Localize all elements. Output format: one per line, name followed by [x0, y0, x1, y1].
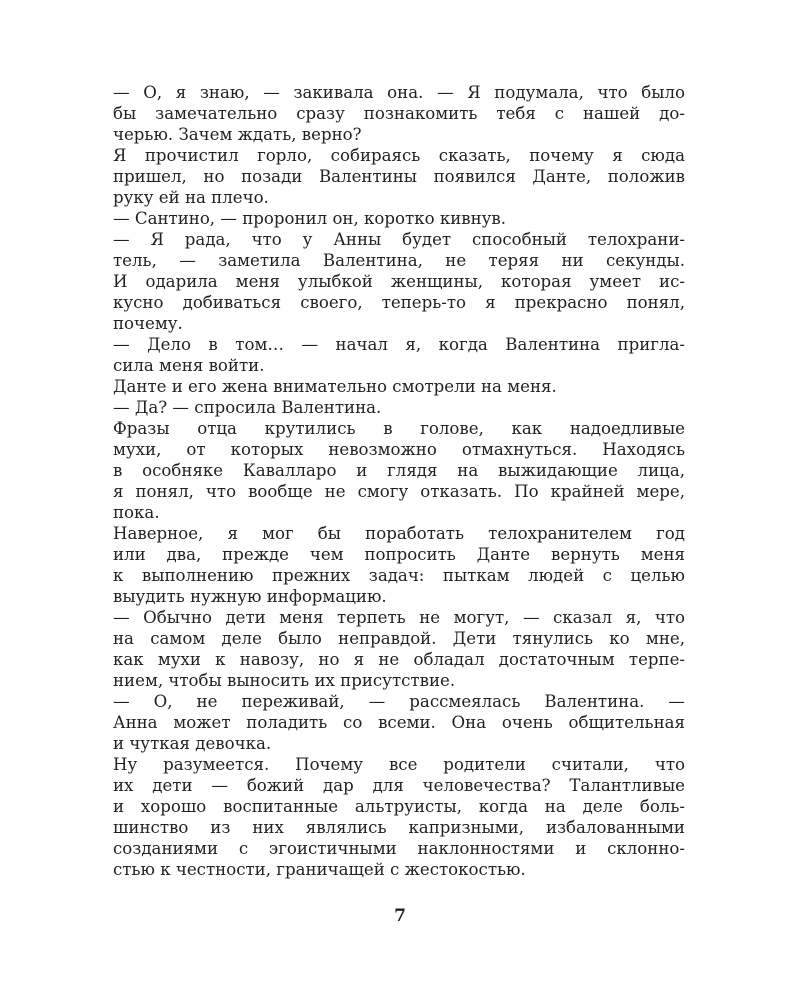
text-line: Данте и его жена внимательно смотрели на меня.	[113, 377, 557, 396]
text-line: — Сантино, — проронил он, коротко кивнув.	[113, 209, 507, 228]
page-number: 7	[394, 906, 406, 926]
text-line: — Да? — спросила Валентина.	[113, 398, 382, 417]
body-text	[113, 82, 685, 880]
text-line: сила меня войти.	[113, 356, 265, 375]
text-line: Я прочистил горло, собираясь сказать, почему я сюда	[113, 146, 685, 165]
text-line: мухи, от которых невозможно отмахнуться. Находясь	[113, 440, 685, 459]
text-line: выудить нужную информацию.	[113, 587, 387, 606]
text-line: — Я рада, что у Анны будет способный телохрани-	[113, 230, 685, 249]
text-line: черью. Зачем ждать, верно?	[113, 125, 362, 144]
text-line: я понял, что вообще не смогу отказать. По крайней мере,	[113, 482, 685, 501]
text-line: их дети — божий дар для человечества? Талантливые	[113, 776, 685, 795]
text-line: тель, — заметила Валентина, не теряя ни секунды.	[113, 251, 685, 270]
text-line: и хорошо воспитанные альтруисты, когда на деле боль-	[113, 797, 685, 816]
text-line: — О, не переживай, — рассмеялась Валентина. —	[113, 692, 685, 711]
text-line: руку ей на плечо.	[113, 188, 269, 207]
text-line: кусно добиваться своего, теперь-то я прекрасно понял,	[113, 293, 685, 312]
text-line: шинство из них являлись капризными, избалованными	[113, 818, 685, 837]
text-line: Анна может поладить со всеми. Она очень общительная	[113, 713, 685, 732]
text-line: и чуткая девочка.	[113, 734, 272, 753]
text-line: в особняке Кавалларо и глядя на выжидающие лица,	[113, 461, 685, 480]
text-line: Фразы отца крутились в голове, как надоедливые	[113, 419, 685, 438]
text-line: почему.	[113, 314, 183, 333]
text-line: — Дело в том… — начал я, когда Валентина пригла-	[113, 335, 685, 354]
text-line: Ну разумеется. Почему все родители считали, что	[113, 755, 685, 774]
text-line: как мухи к навозу, но я не обладал достаточным терпе-	[113, 650, 685, 669]
text-line: — Обычно дети меня терпеть не могут, — сказал я, что	[113, 608, 685, 627]
text-line: нием, чтобы выносить их присутствие.	[113, 671, 456, 690]
text-line: на самом деле было неправдой. Дети тянулись ко мне,	[113, 629, 685, 648]
text-line: созданиями с эгоистичными наклонностями и склонно-	[113, 839, 685, 858]
text-line: пришел, но позади Валентины появился Данте, положив	[113, 167, 685, 186]
text-line: или два, прежде чем попросить Данте вернуть меня	[113, 545, 685, 564]
text-line: И одарила меня улыбкой женщины, которая умеет ис-	[113, 272, 685, 291]
text-line: к выполнению прежних задач: пыткам людей с целью	[113, 566, 685, 585]
text-line: бы замечательно сразу познакомить тебя с нашей до-	[113, 104, 685, 123]
text-line: пока.	[113, 503, 160, 522]
text-line: стью к честности, граничащей с жестокостью.	[113, 860, 526, 879]
text-line: Наверное, я мог бы поработать телохранителем год	[113, 524, 685, 543]
text-line: — О, я знаю, — закивала она. — Я подумала, что было	[113, 83, 685, 102]
